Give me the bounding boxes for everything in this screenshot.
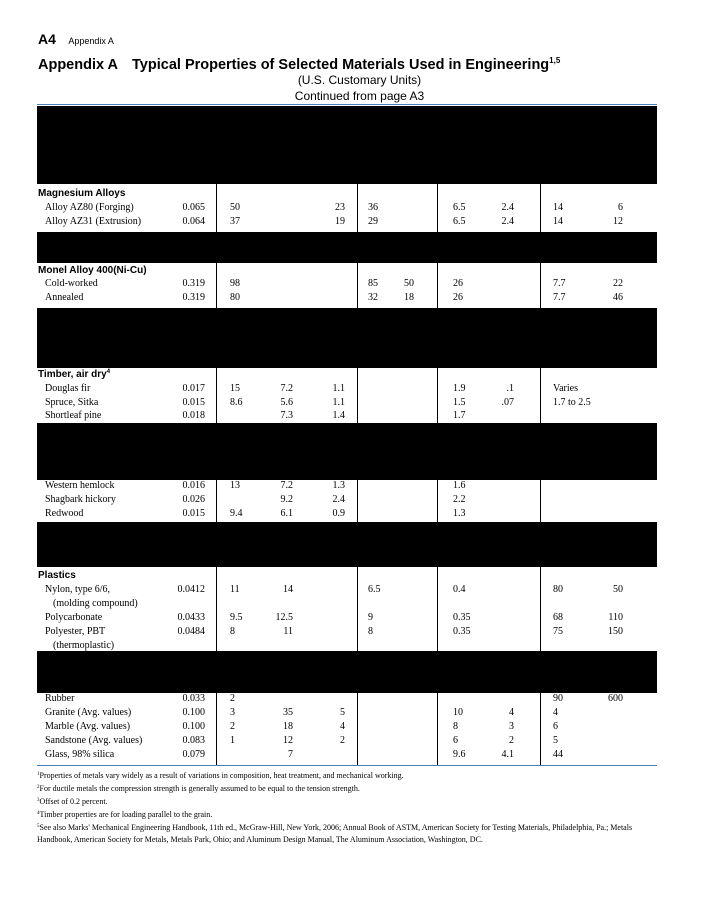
table-cell: 1.1 — [332, 397, 345, 408]
table-cell: 12 — [283, 735, 293, 746]
table-cell: 7.7 — [553, 292, 566, 303]
continued-note: Continued from page A3 — [294, 89, 425, 103]
table-cell: 37 — [230, 216, 240, 227]
table-cell: 0.319 — [182, 292, 205, 303]
material-name-continued: (thermoplastic) — [53, 640, 115, 651]
table-cell: 7 — [288, 749, 293, 760]
table-cell: 0.018 — [182, 410, 205, 421]
table-cell: 6.5 — [453, 202, 466, 213]
table-cell: 0.015 — [182, 397, 205, 408]
group-heading-superscript: 4 — [106, 369, 111, 375]
material-name: Alloy AZ31 (Extrusion) — [45, 216, 142, 227]
footnote: $^3$Offset of 0.2 percent. — [37, 797, 108, 806]
table-cell: 12.5 — [275, 612, 293, 623]
page-number: A4 — [38, 31, 56, 47]
footnotes — [37, 769, 667, 846]
table-cell: 1.7 — [453, 410, 466, 421]
table-cell: 1.9 — [453, 383, 466, 394]
table-cell: 0.0412 — [177, 584, 205, 595]
table-cell: 1.1 — [332, 383, 345, 394]
material-name: Shagbark hickory — [45, 494, 116, 505]
group-heading: Plastics — [38, 570, 76, 581]
table-cell: 6 — [618, 202, 623, 213]
table-cell: 1.5 — [453, 397, 466, 408]
table-cell: 90 — [553, 693, 563, 704]
table-cell: 2 — [340, 735, 345, 746]
table-cell: 8 — [453, 721, 458, 732]
table-cell: .1 — [506, 383, 514, 394]
table-cell: 2.4 — [501, 216, 514, 227]
column-divider — [357, 106, 358, 765]
table-header-band — [37, 522, 657, 567]
table-cell: 8.6 — [230, 397, 243, 408]
top-rule — [37, 104, 657, 105]
table-cell: 3 — [230, 707, 235, 718]
table-cell: 36 — [368, 202, 378, 213]
table-cell: 6.5 — [453, 216, 466, 227]
table-cell: 14 — [553, 216, 563, 227]
table-cell: 80 — [230, 292, 240, 303]
table-cell: 98 — [230, 278, 240, 289]
table-cell: 32 — [368, 292, 378, 303]
table-cell: 18 — [283, 721, 293, 732]
material-name: Granite (Avg. values) — [45, 707, 132, 718]
table-cell: 110 — [608, 612, 623, 623]
table-cell: 0.026 — [182, 494, 205, 505]
material-name: Alloy AZ80 (Forging) — [45, 202, 134, 213]
table-cell: 4.1 — [501, 749, 514, 760]
table-cell: 29 — [368, 216, 378, 227]
title-superscript: 1,5 — [549, 56, 561, 65]
material-name: Marble (Avg. values) — [45, 721, 131, 732]
group-heading: Magnesium Alloys — [38, 188, 126, 199]
material-name: Shortleaf pine — [45, 410, 102, 421]
group-heading — [38, 369, 110, 380]
table-cell: 0.016 — [182, 480, 205, 491]
material-name: Polycarbonate — [45, 612, 103, 623]
material-name: Cold-worked — [45, 278, 98, 289]
table-cell: 68 — [553, 612, 563, 623]
running-header — [38, 31, 114, 49]
table-cell: 18 — [404, 292, 414, 303]
table-cell: 5.6 — [280, 397, 293, 408]
table-cell: 14 — [283, 584, 293, 595]
table-cell: 0.017 — [182, 383, 205, 394]
running-section: Appendix A — [68, 36, 114, 46]
material-name: Glass, 98% silica — [45, 749, 115, 760]
table-cell: 2 — [230, 721, 235, 732]
table-cell: 6 — [453, 735, 458, 746]
table-cell: 0.35 — [453, 612, 471, 623]
table-cell: 0.9 — [332, 508, 345, 519]
table-cell: 7.2 — [280, 383, 293, 394]
table-header-band — [37, 106, 657, 184]
table-cell: 12 — [613, 216, 623, 227]
units-subtitle: (U.S. Customary Units) — [297, 73, 422, 87]
table-cell: 1.3 — [332, 480, 345, 491]
table-header-band — [37, 232, 657, 263]
table-cell: 0.35 — [453, 626, 471, 637]
group-heading: Monel Alloy 400(Ni-Cu) — [38, 265, 147, 276]
table-cell: 11 — [230, 584, 240, 595]
table-cell: 50 — [404, 278, 414, 289]
material-name: Spruce, Sitka — [45, 397, 99, 408]
table-cell: 0.100 — [182, 721, 205, 732]
table-cell: 50 — [230, 202, 240, 213]
table-cell: 0.319 — [182, 278, 205, 289]
table-cell: 11 — [283, 626, 293, 637]
table-header-band — [37, 423, 657, 480]
table-cell: 1 — [230, 735, 235, 746]
column-divider — [540, 106, 541, 765]
group-heading-text: Timber, air dry — [38, 369, 107, 380]
table-cell: 2.4 — [501, 202, 514, 213]
table-cell: 2 — [509, 735, 514, 746]
footnote: $^4$Timber properties are for loading parallel to the grain. — [37, 810, 213, 819]
table-cell: 9.5 — [230, 612, 243, 623]
material-name-continued: (molding compound) — [53, 598, 138, 609]
table-cell: 7.7 — [553, 278, 566, 289]
table-cell: 0.100 — [182, 707, 205, 718]
material-name: Nylon, type 6/6, — [45, 584, 110, 595]
table-cell: 8 — [230, 626, 235, 637]
appendix-label: Appendix A — [38, 57, 119, 73]
table-cell: 9 — [368, 612, 373, 623]
table-cell: 0.065 — [182, 202, 205, 213]
table-header-band — [37, 308, 657, 368]
table-cell: 85 — [368, 278, 378, 289]
table-cell: 26 — [453, 292, 463, 303]
table-cell: 5 — [340, 707, 345, 718]
table-cell: Varies — [553, 383, 578, 394]
page-title — [38, 56, 688, 73]
table-cell: 2.2 — [453, 494, 466, 505]
table-cell: 15 — [230, 383, 240, 394]
table-cell: .07 — [501, 397, 514, 408]
table-cell: 9.4 — [230, 508, 243, 519]
table-cell: 6.5 — [368, 584, 381, 595]
table-cell: 0.083 — [182, 735, 205, 746]
table-header-band — [37, 651, 657, 693]
material-name: Douglas fir — [45, 383, 91, 394]
table-cell: 0.0484 — [177, 626, 205, 637]
footnote: $^2$For ductile metals the compression strength is generally assumed to be equal to the tension strength. — [37, 784, 360, 793]
table-cell: 75 — [553, 626, 563, 637]
table-cell: 5 — [553, 735, 558, 746]
bottom-rule — [37, 765, 657, 766]
table-cell: 22 — [613, 278, 623, 289]
title-text: Typical Properties of Selected Materials Used in Engineering — [132, 57, 550, 73]
table-cell: 7.3 — [280, 410, 293, 421]
table-cell: 3 — [509, 721, 514, 732]
table-cell: 26 — [453, 278, 463, 289]
table-cell: 14 — [553, 202, 563, 213]
table-cell: 4 — [509, 707, 514, 718]
table-cell: 50 — [613, 584, 623, 595]
table-cell: 0.4 — [453, 584, 466, 595]
table-cell: 2.4 — [332, 494, 345, 505]
table-cell: 6 — [553, 721, 558, 732]
table-cell: 13 — [230, 480, 240, 491]
table-cell: 46 — [613, 292, 623, 303]
table-cell: 1.3 — [453, 508, 466, 519]
table-cell: 0.033 — [182, 693, 205, 704]
table-cell: 1.6 — [453, 480, 466, 491]
table-cell: 9.2 — [280, 494, 293, 505]
table-cell: 23 — [335, 202, 345, 213]
table-cell: 1.4 — [332, 410, 345, 421]
column-divider — [216, 106, 217, 765]
table-cell: 80 — [553, 584, 563, 595]
table-cell: 2 — [230, 693, 235, 704]
material-name: Polyester, PBT — [45, 626, 106, 637]
table-cell: 0.079 — [182, 749, 205, 760]
footnote: $^1$Properties of metals vary widely as a result of variations in composition, heat treatment, and mechanical working. — [37, 771, 404, 780]
table-cell: 8 — [368, 626, 373, 637]
table-cell: 0.015 — [182, 508, 205, 519]
table-cell: 150 — [608, 626, 623, 637]
table-cell: 35 — [283, 707, 293, 718]
table-cell: 600 — [608, 693, 623, 704]
table-cell: 0.064 — [182, 216, 205, 227]
table-cell: 4 — [340, 721, 345, 732]
table-cell: 44 — [553, 749, 563, 760]
table-cell: 19 — [335, 216, 345, 227]
material-name: Redwood — [45, 508, 84, 519]
table-cell: 7.2 — [280, 480, 293, 491]
material-name: Annealed — [45, 292, 84, 303]
column-divider — [437, 106, 438, 765]
table-cell: 10 — [453, 707, 463, 718]
material-name: Western hemlock — [45, 480, 115, 491]
material-name: Rubber — [45, 693, 75, 704]
material-name: Sandstone (Avg. values) — [45, 735, 143, 746]
table-cell: 9.6 — [453, 749, 466, 760]
table-cell: 6.1 — [280, 508, 293, 519]
footnote: $^5$See also Marks' Mechanical Engineering Handbook, 11th ed., McGraw-Hill, New York, 2006; Annual Book of ASTM, American Society for Testing Materials, Philadelphia, Pa.; Metals Handbook, American Society for Metals, Metals Park, Ohio; and Aluminum Design Manual, The Aluminum Association, Washington, DC. — [37, 823, 633, 844]
table-cell: 0.0433 — [177, 612, 205, 623]
table-cell: 1.7 to 2.5 — [553, 397, 591, 408]
table-cell: 4 — [553, 707, 558, 718]
